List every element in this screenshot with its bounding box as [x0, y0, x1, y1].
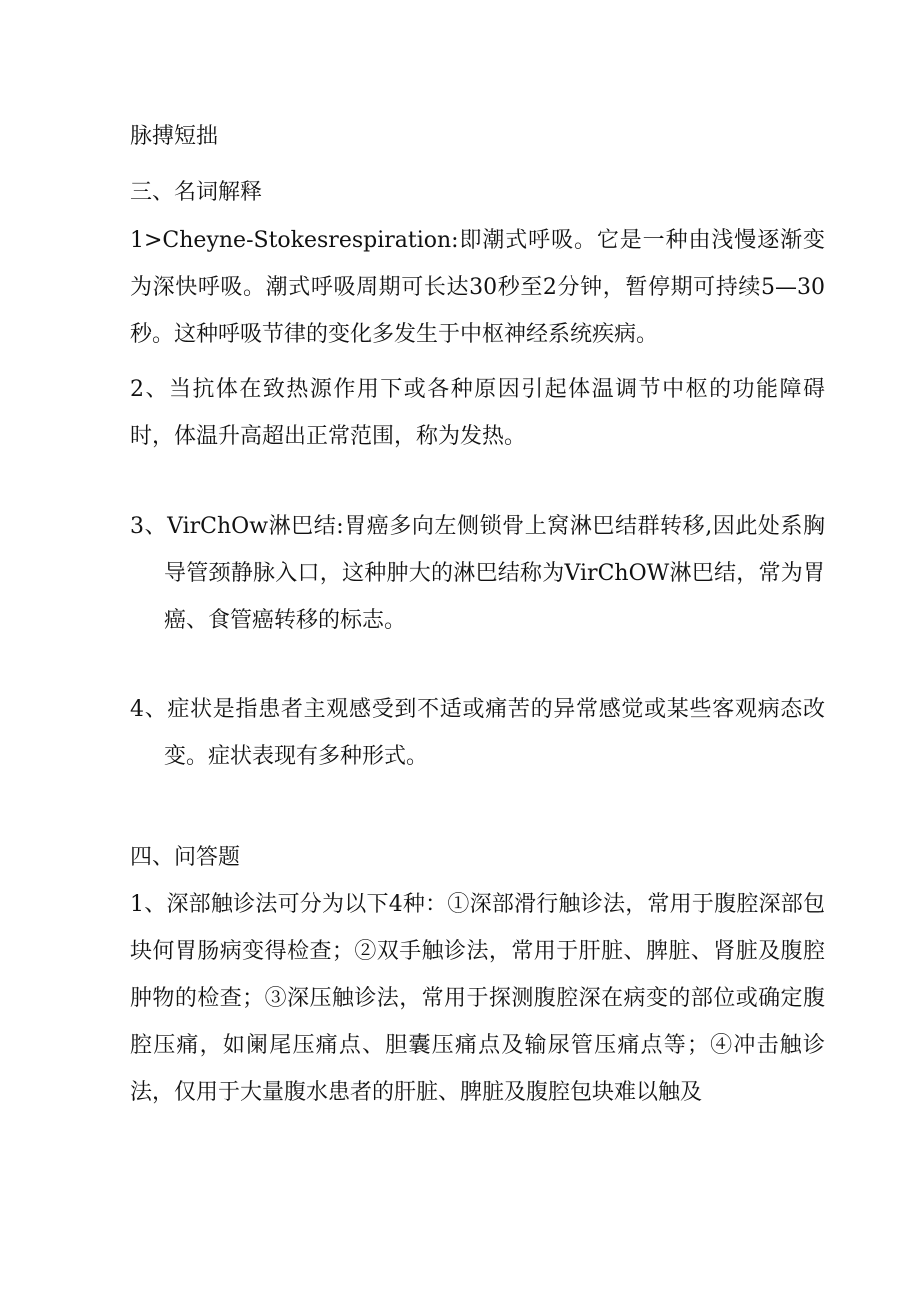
answer-deep-palpation: 1、深部触诊法可分为以下4种：①深部滑行触诊法，常用于腹腔深部包块何胃肠病变得检查；②双手触诊法，常用于肝脏、脾脏、肾脏及腹腔肿物的检查；③深压触诊法，常用于探测腹腔深在病变的部位或确定腹腔压痛，如阑尾压痛点、胆囊压痛点及输尿管压痛点等；④冲击触诊法，仅用于大量腹水患者的肝脏、脾脏及腹腔包块难以触及 — [130, 892, 825, 1105]
term-virchow-node: 3、VirChOw淋巴结:胃癌多向左侧锁骨上窝淋巴结群转移,因此处系胸导管颈静脉入口，这种肿大的淋巴结称为VirChOW淋巴结，常为胃癌、食管癌转移的标志。 — [130, 514, 825, 633]
term-cheyne-stokes: 1>Cheyne-Stokesrespiration:即潮式呼吸。它是一种由浅慢逐渐变为深快呼吸。潮式呼吸周期可长达30秒至2分钟，暂停期可持续5—30秒。这种呼吸节律的变化多发生于中枢神经系统疾病。 — [130, 228, 825, 347]
fragment-line: 脉搏短拙 — [130, 124, 219, 149]
term-symptom: 4、症状是指患者主观感受到不适或痛苦的异常感觉或某些客观病态改变。症状表现有多种形式。 — [130, 697, 825, 769]
term-fever: 2、当抗体在致热源作用下或各种原因引起体温调节中枢的功能障碍时，体温升高超出正常范围，称为发热。 — [130, 377, 825, 449]
section-heading-terms: 三、名词解释 — [130, 180, 263, 205]
section-heading-qa: 四、问答题 — [130, 845, 241, 870]
